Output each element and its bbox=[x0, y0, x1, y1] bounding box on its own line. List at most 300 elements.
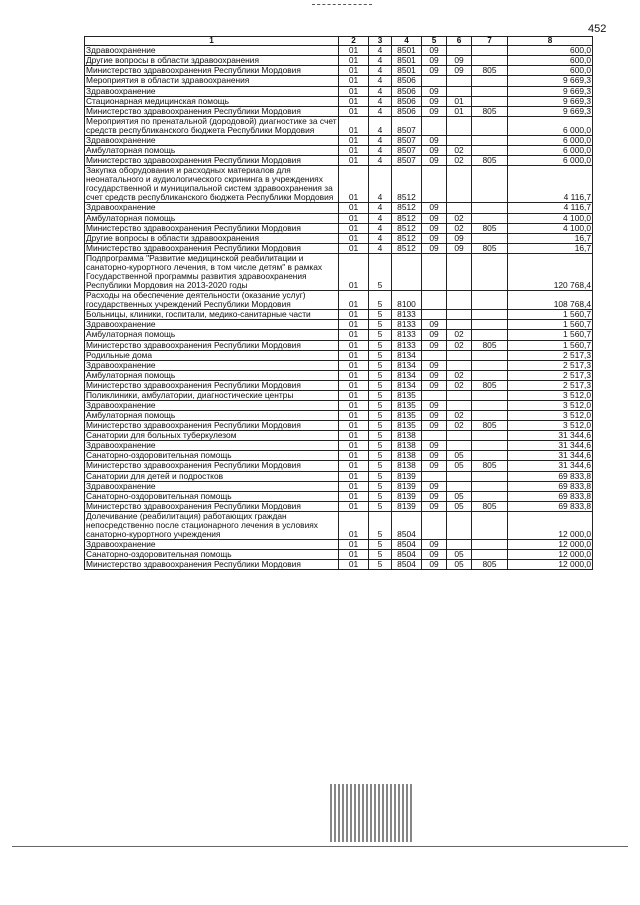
subchapter-code-cell bbox=[447, 481, 472, 491]
department-code-cell bbox=[472, 451, 508, 461]
department-code-cell bbox=[472, 145, 508, 155]
section-code-cell: 01 bbox=[339, 441, 369, 451]
subsection-code-cell: 4 bbox=[369, 135, 392, 145]
amount-cell: 2 517,3 bbox=[508, 350, 593, 360]
subchapter-code-cell: 02 bbox=[447, 380, 472, 390]
chapter-code-cell: 09 bbox=[422, 203, 447, 213]
subchapter-code-cell: 09 bbox=[447, 66, 472, 76]
subchapter-code-cell bbox=[447, 253, 472, 290]
row-name-cell: Больницы, клиники, госпитали, медико-санитарные части bbox=[85, 310, 339, 320]
subsection-code-cell: 4 bbox=[369, 233, 392, 243]
article-code-cell: 8135 bbox=[392, 411, 422, 421]
subchapter-code-cell bbox=[447, 511, 472, 539]
subsection-code-cell: 4 bbox=[369, 116, 392, 135]
amount-cell: 6 000,0 bbox=[508, 135, 593, 145]
department-code-cell bbox=[472, 360, 508, 370]
article-code-cell: 8507 bbox=[392, 116, 422, 135]
department-code-cell bbox=[472, 330, 508, 340]
table-row bbox=[85, 330, 593, 340]
table-row bbox=[85, 253, 593, 290]
amount-cell: 16,7 bbox=[508, 243, 593, 253]
section-code-cell: 01 bbox=[339, 340, 369, 350]
table-body bbox=[85, 46, 593, 570]
chapter-code-cell bbox=[422, 76, 447, 86]
amount-cell: 69 833,8 bbox=[508, 471, 593, 481]
department-code-cell bbox=[472, 471, 508, 481]
section-code-cell: 01 bbox=[339, 491, 369, 501]
amount-cell: 12 000,0 bbox=[508, 550, 593, 560]
chapter-code-cell: 09 bbox=[422, 360, 447, 370]
article-code-cell: 8134 bbox=[392, 350, 422, 360]
article-code-cell: 8507 bbox=[392, 135, 422, 145]
department-code-cell bbox=[472, 491, 508, 501]
amount-cell: 3 512,0 bbox=[508, 421, 593, 431]
subchapter-code-cell bbox=[447, 390, 472, 400]
section-code-cell: 01 bbox=[339, 243, 369, 253]
article-code-cell: 8100 bbox=[392, 291, 422, 310]
subchapter-code-cell bbox=[447, 431, 472, 441]
scan-artifact-top bbox=[312, 4, 372, 8]
subchapter-code-cell: 02 bbox=[447, 340, 472, 350]
table-row bbox=[85, 213, 593, 223]
table-row bbox=[85, 56, 593, 66]
chapter-code-cell: 09 bbox=[422, 213, 447, 223]
department-code-cell bbox=[472, 213, 508, 223]
table-row bbox=[85, 106, 593, 116]
section-code-cell: 01 bbox=[339, 360, 369, 370]
subsection-code-cell: 4 bbox=[369, 223, 392, 233]
table-row bbox=[85, 491, 593, 501]
row-name-cell: Министерство здравоохранения Республики Мордовия bbox=[85, 66, 339, 76]
row-name-cell: Амбулаторная помощь bbox=[85, 411, 339, 421]
amount-cell: 600,0 bbox=[508, 56, 593, 66]
row-name-cell: Здравоохранение bbox=[85, 320, 339, 330]
subsection-code-cell: 5 bbox=[369, 560, 392, 570]
department-code-cell: 805 bbox=[472, 66, 508, 76]
amount-cell: 3 512,0 bbox=[508, 401, 593, 411]
table-row bbox=[85, 320, 593, 330]
article-code-cell: 8138 bbox=[392, 451, 422, 461]
subsection-code-cell: 5 bbox=[369, 330, 392, 340]
amount-cell: 6 000,0 bbox=[508, 156, 593, 166]
subsection-code-cell: 5 bbox=[369, 481, 392, 491]
subchapter-code-cell: 09 bbox=[447, 243, 472, 253]
section-code-cell: 01 bbox=[339, 56, 369, 66]
row-name-cell: Министерство здравоохранения Республики Мордовия bbox=[85, 421, 339, 431]
department-code-cell: 805 bbox=[472, 461, 508, 471]
section-code-cell: 01 bbox=[339, 291, 369, 310]
department-code-cell bbox=[472, 431, 508, 441]
subchapter-code-cell: 02 bbox=[447, 370, 472, 380]
subchapter-code-cell bbox=[447, 86, 472, 96]
chapter-code-cell: 09 bbox=[422, 380, 447, 390]
chapter-code-cell: 09 bbox=[422, 320, 447, 330]
section-code-cell: 01 bbox=[339, 550, 369, 560]
section-code-cell: 01 bbox=[339, 106, 369, 116]
amount-cell: 31 344,6 bbox=[508, 451, 593, 461]
table-row bbox=[85, 431, 593, 441]
department-code-cell bbox=[472, 511, 508, 539]
row-name-cell: Мероприятия по пренатальной (дородовой) диагностике за счет средств республиканского бюджета Республики Мордовия bbox=[86, 115, 337, 135]
subsection-code-cell: 5 bbox=[369, 471, 392, 481]
row-name-cell: Амбулаторная помощь bbox=[85, 330, 339, 340]
subsection-code-cell: 4 bbox=[369, 166, 392, 203]
amount-cell: 31 344,6 bbox=[508, 431, 593, 441]
table-row bbox=[85, 481, 593, 491]
subsection-code-cell: 4 bbox=[369, 86, 392, 96]
subsection-code-cell: 5 bbox=[369, 511, 392, 539]
row-name-cell: Другие вопросы в области здравоохранения bbox=[85, 233, 339, 243]
subchapter-code-cell bbox=[447, 135, 472, 145]
subsection-code-cell: 5 bbox=[369, 431, 392, 441]
article-code-cell: 8134 bbox=[392, 380, 422, 390]
department-code-cell bbox=[472, 46, 508, 56]
subchapter-code-cell bbox=[447, 441, 472, 451]
chapter-code-cell: 09 bbox=[422, 86, 447, 96]
amount-cell: 2 517,3 bbox=[508, 380, 593, 390]
table-row bbox=[85, 511, 593, 539]
subsection-code-cell: 5 bbox=[369, 360, 392, 370]
department-code-cell bbox=[472, 540, 508, 550]
amount-cell: 31 344,6 bbox=[508, 461, 593, 471]
column-header: 7 bbox=[472, 37, 508, 46]
department-code-cell bbox=[472, 310, 508, 320]
article-code-cell: 8135 bbox=[392, 421, 422, 431]
chapter-code-cell bbox=[422, 291, 447, 310]
table-row bbox=[85, 145, 593, 155]
section-code-cell: 01 bbox=[339, 471, 369, 481]
subsection-code-cell: 5 bbox=[369, 370, 392, 380]
department-code-cell bbox=[472, 320, 508, 330]
subsection-code-cell: 4 bbox=[369, 46, 392, 56]
chapter-code-cell: 09 bbox=[422, 421, 447, 431]
section-code-cell: 01 bbox=[339, 116, 369, 135]
chapter-code-cell: 09 bbox=[422, 451, 447, 461]
section-code-cell: 01 bbox=[339, 135, 369, 145]
article-code-cell: 8512 bbox=[392, 203, 422, 213]
article-code-cell: 8507 bbox=[392, 145, 422, 155]
subchapter-code-cell: 01 bbox=[447, 96, 472, 106]
department-code-cell: 805 bbox=[472, 560, 508, 570]
amount-cell: 3 512,0 bbox=[508, 390, 593, 400]
table-row bbox=[85, 156, 593, 166]
amount-cell: 3 512,0 bbox=[508, 411, 593, 421]
article-code-cell: 8138 bbox=[392, 431, 422, 441]
row-name-cell: Министерство здравоохранения Республики Мордовия bbox=[85, 461, 339, 471]
chapter-code-cell: 09 bbox=[422, 401, 447, 411]
section-code-cell: 01 bbox=[339, 481, 369, 491]
department-code-cell: 805 bbox=[472, 243, 508, 253]
table-row bbox=[85, 135, 593, 145]
chapter-code-cell: 09 bbox=[422, 441, 447, 451]
table-row bbox=[85, 390, 593, 400]
department-code-cell bbox=[472, 253, 508, 290]
row-name-cell: Санаторно-оздоровительная помощь bbox=[85, 550, 339, 560]
subchapter-code-cell: 02 bbox=[447, 213, 472, 223]
chapter-code-cell: 09 bbox=[422, 56, 447, 66]
amount-cell: 4 116,7 bbox=[508, 166, 593, 203]
subsection-code-cell: 5 bbox=[369, 401, 392, 411]
section-code-cell: 01 bbox=[339, 223, 369, 233]
subchapter-code-cell: 05 bbox=[447, 461, 472, 471]
table-row bbox=[85, 421, 593, 431]
subchapter-code-cell: 05 bbox=[447, 451, 472, 461]
chapter-code-cell: 09 bbox=[422, 243, 447, 253]
table-row bbox=[85, 540, 593, 550]
table-row bbox=[85, 291, 593, 310]
section-code-cell: 01 bbox=[339, 156, 369, 166]
amount-cell: 4 100,0 bbox=[508, 213, 593, 223]
chapter-code-cell: 09 bbox=[422, 156, 447, 166]
section-code-cell: 01 bbox=[339, 253, 369, 290]
amount-cell: 9 669,3 bbox=[508, 96, 593, 106]
article-code-cell: 8512 bbox=[392, 233, 422, 243]
article-code-cell: 8138 bbox=[392, 441, 422, 451]
subchapter-code-cell bbox=[447, 471, 472, 481]
subsection-code-cell: 4 bbox=[369, 56, 392, 66]
subchapter-code-cell: 02 bbox=[447, 223, 472, 233]
table-row bbox=[85, 360, 593, 370]
amount-cell: 4 100,0 bbox=[508, 223, 593, 233]
row-name-cell: Министерство здравоохранения Республики Мордовия bbox=[85, 106, 339, 116]
chapter-code-cell: 09 bbox=[422, 96, 447, 106]
row-name-cell: Министерство здравоохранения Республики Мордовия bbox=[85, 243, 339, 253]
section-code-cell: 01 bbox=[339, 501, 369, 511]
row-name-cell: Здравоохранение bbox=[85, 401, 339, 411]
subsection-code-cell: 5 bbox=[369, 320, 392, 330]
article-code-cell: 8133 bbox=[392, 320, 422, 330]
scan-artifact-mark bbox=[330, 784, 412, 842]
table-row bbox=[85, 116, 593, 135]
row-name-cell: Здравоохранение bbox=[85, 540, 339, 550]
table-row bbox=[85, 96, 593, 106]
section-code-cell: 01 bbox=[339, 96, 369, 106]
row-name-cell: Стационарная медицинская помощь bbox=[85, 96, 339, 106]
subchapter-code-cell: 09 bbox=[447, 233, 472, 243]
subchapter-code-cell: 02 bbox=[447, 421, 472, 431]
chapter-code-cell: 09 bbox=[422, 560, 447, 570]
table-header-row bbox=[85, 37, 593, 46]
article-code-cell: 8504 bbox=[392, 560, 422, 570]
section-code-cell: 01 bbox=[339, 350, 369, 360]
subsection-code-cell: 5 bbox=[369, 421, 392, 431]
section-code-cell: 01 bbox=[339, 380, 369, 390]
chapter-code-cell: 09 bbox=[422, 411, 447, 421]
article-code-cell: 8506 bbox=[392, 96, 422, 106]
article-code-cell: 8506 bbox=[392, 86, 422, 96]
section-code-cell: 01 bbox=[339, 66, 369, 76]
chapter-code-cell: 09 bbox=[422, 370, 447, 380]
row-name-cell: Расходы на обеспечение деятельности (оказание услуг) государственных учреждений Республики Мордовия bbox=[85, 291, 339, 310]
article-code-cell: 8507 bbox=[392, 156, 422, 166]
article-code-cell: 8504 bbox=[392, 540, 422, 550]
department-code-cell bbox=[472, 166, 508, 203]
row-name-cell: Поликлиники, амбулатории, диагностические центры bbox=[85, 390, 339, 400]
article-code-cell: 8134 bbox=[392, 370, 422, 380]
subsection-code-cell: 4 bbox=[369, 66, 392, 76]
subsection-code-cell: 5 bbox=[369, 380, 392, 390]
column-header: 4 bbox=[392, 37, 422, 46]
section-code-cell: 01 bbox=[339, 451, 369, 461]
amount-cell: 69 833,8 bbox=[508, 481, 593, 491]
amount-cell: 1 560,7 bbox=[508, 340, 593, 350]
department-code-cell bbox=[472, 411, 508, 421]
department-code-cell: 805 bbox=[472, 501, 508, 511]
table-row bbox=[85, 76, 593, 86]
subchapter-code-cell: 02 bbox=[447, 145, 472, 155]
article-code-cell: 8135 bbox=[392, 390, 422, 400]
row-name-cell: Здравоохранение bbox=[85, 481, 339, 491]
column-header: 8 bbox=[508, 37, 593, 46]
row-name-cell: Здравоохранение bbox=[85, 135, 339, 145]
department-code-cell: 805 bbox=[472, 223, 508, 233]
chapter-code-cell bbox=[422, 350, 447, 360]
chapter-code-cell: 09 bbox=[422, 233, 447, 243]
article-code-cell: 8139 bbox=[392, 481, 422, 491]
article-code-cell: 8504 bbox=[392, 511, 422, 539]
row-name-cell: Санатории для детей и подростков bbox=[85, 471, 339, 481]
article-code-cell: 8139 bbox=[392, 501, 422, 511]
subsection-code-cell: 5 bbox=[369, 291, 392, 310]
chapter-code-cell: 09 bbox=[422, 46, 447, 56]
amount-cell: 1 560,7 bbox=[508, 320, 593, 330]
section-code-cell: 01 bbox=[339, 330, 369, 340]
subsection-code-cell: 5 bbox=[369, 501, 392, 511]
table-row bbox=[85, 223, 593, 233]
department-code-cell bbox=[472, 135, 508, 145]
section-code-cell: 01 bbox=[339, 560, 369, 570]
subchapter-code-cell bbox=[447, 401, 472, 411]
amount-cell: 9 669,3 bbox=[508, 76, 593, 86]
table-row bbox=[85, 501, 593, 511]
article-code-cell: 8134 bbox=[392, 360, 422, 370]
section-code-cell: 01 bbox=[339, 461, 369, 471]
section-code-cell: 01 bbox=[339, 233, 369, 243]
article-code-cell: 8506 bbox=[392, 106, 422, 116]
subsection-code-cell: 5 bbox=[369, 310, 392, 320]
department-code-cell: 805 bbox=[472, 421, 508, 431]
chapter-code-cell bbox=[422, 310, 447, 320]
chapter-code-cell bbox=[422, 431, 447, 441]
amount-cell: 2 517,3 bbox=[508, 360, 593, 370]
row-name-cell: Здравоохранение bbox=[85, 203, 339, 213]
table-row bbox=[85, 310, 593, 320]
amount-cell: 600,0 bbox=[508, 46, 593, 56]
amount-cell: 6 000,0 bbox=[508, 145, 593, 155]
subchapter-code-cell bbox=[447, 320, 472, 330]
subsection-code-cell: 5 bbox=[369, 350, 392, 360]
table-row bbox=[85, 560, 593, 570]
department-code-cell: 805 bbox=[472, 156, 508, 166]
table-row bbox=[85, 233, 593, 243]
section-code-cell: 01 bbox=[339, 370, 369, 380]
department-code-cell bbox=[472, 96, 508, 106]
amount-cell: 120 768,4 bbox=[508, 253, 593, 290]
chapter-code-cell: 09 bbox=[422, 340, 447, 350]
section-code-cell: 01 bbox=[339, 431, 369, 441]
article-code-cell: 8139 bbox=[392, 491, 422, 501]
article-code-cell: 8133 bbox=[392, 330, 422, 340]
article-code-cell: 8133 bbox=[392, 340, 422, 350]
subsection-code-cell: 5 bbox=[369, 461, 392, 471]
chapter-code-cell bbox=[422, 116, 447, 135]
chapter-code-cell bbox=[422, 390, 447, 400]
subsection-code-cell: 4 bbox=[369, 213, 392, 223]
subsection-code-cell: 5 bbox=[369, 540, 392, 550]
section-code-cell: 01 bbox=[339, 540, 369, 550]
subsection-code-cell: 4 bbox=[369, 145, 392, 155]
amount-cell: 12 000,0 bbox=[508, 540, 593, 550]
subchapter-code-cell bbox=[447, 116, 472, 135]
article-code-cell: 8501 bbox=[392, 56, 422, 66]
subchapter-code-cell: 09 bbox=[447, 56, 472, 66]
article-code-cell: 8512 bbox=[392, 243, 422, 253]
table-row bbox=[85, 166, 593, 203]
department-code-cell bbox=[472, 390, 508, 400]
column-header: 2 bbox=[339, 37, 369, 46]
article-code-cell: 8504 bbox=[392, 550, 422, 560]
row-name-cell: Санатории для больных туберкулезом bbox=[85, 431, 339, 441]
subchapter-code-cell bbox=[447, 291, 472, 310]
chapter-code-cell: 09 bbox=[422, 501, 447, 511]
subsection-code-cell: 5 bbox=[369, 390, 392, 400]
section-code-cell: 01 bbox=[339, 46, 369, 56]
subsection-code-cell: 4 bbox=[369, 203, 392, 213]
chapter-code-cell: 09 bbox=[422, 66, 447, 76]
department-code-cell bbox=[472, 86, 508, 96]
section-code-cell: 01 bbox=[339, 213, 369, 223]
table-row bbox=[85, 461, 593, 471]
section-code-cell: 01 bbox=[339, 310, 369, 320]
chapter-code-cell: 09 bbox=[422, 223, 447, 233]
row-name-cell: Амбулаторная помощь bbox=[85, 213, 339, 223]
amount-cell: 12 000,0 bbox=[508, 511, 593, 539]
section-code-cell: 01 bbox=[339, 203, 369, 213]
department-code-cell bbox=[472, 76, 508, 86]
article-code-cell: 8512 bbox=[392, 166, 422, 203]
table-row bbox=[85, 370, 593, 380]
article-code-cell: 8512 bbox=[392, 223, 422, 233]
amount-cell: 1 560,7 bbox=[508, 310, 593, 320]
subsection-code-cell: 5 bbox=[369, 550, 392, 560]
department-code-cell bbox=[472, 116, 508, 135]
subchapter-code-cell: 02 bbox=[447, 330, 472, 340]
subsection-code-cell: 4 bbox=[369, 96, 392, 106]
section-code-cell: 01 bbox=[339, 320, 369, 330]
subchapter-code-cell: 02 bbox=[447, 411, 472, 421]
department-code-cell: 805 bbox=[472, 340, 508, 350]
subchapter-code-cell bbox=[447, 46, 472, 56]
article-code-cell: 8501 bbox=[392, 46, 422, 56]
row-name-cell: Министерство здравоохранения Республики Мордовия bbox=[85, 560, 339, 570]
amount-cell: 16,7 bbox=[508, 233, 593, 243]
chapter-code-cell bbox=[422, 166, 447, 203]
section-code-cell: 01 bbox=[339, 390, 369, 400]
chapter-code-cell: 09 bbox=[422, 106, 447, 116]
subchapter-code-cell: 05 bbox=[447, 560, 472, 570]
chapter-code-cell: 09 bbox=[422, 550, 447, 560]
amount-cell: 6 000,0 bbox=[508, 116, 593, 135]
article-code-cell: 8139 bbox=[392, 471, 422, 481]
article-code-cell: 8506 bbox=[392, 76, 422, 86]
chapter-code-cell bbox=[422, 471, 447, 481]
subsection-code-cell: 5 bbox=[369, 340, 392, 350]
row-name-cell: Здравоохранение bbox=[85, 441, 339, 451]
subsection-code-cell: 4 bbox=[369, 156, 392, 166]
row-name-cell: Санаторно-оздоровительная помощь bbox=[85, 491, 339, 501]
subsection-code-cell: 4 bbox=[369, 106, 392, 116]
row-name-cell: Здравоохранение bbox=[85, 46, 339, 56]
